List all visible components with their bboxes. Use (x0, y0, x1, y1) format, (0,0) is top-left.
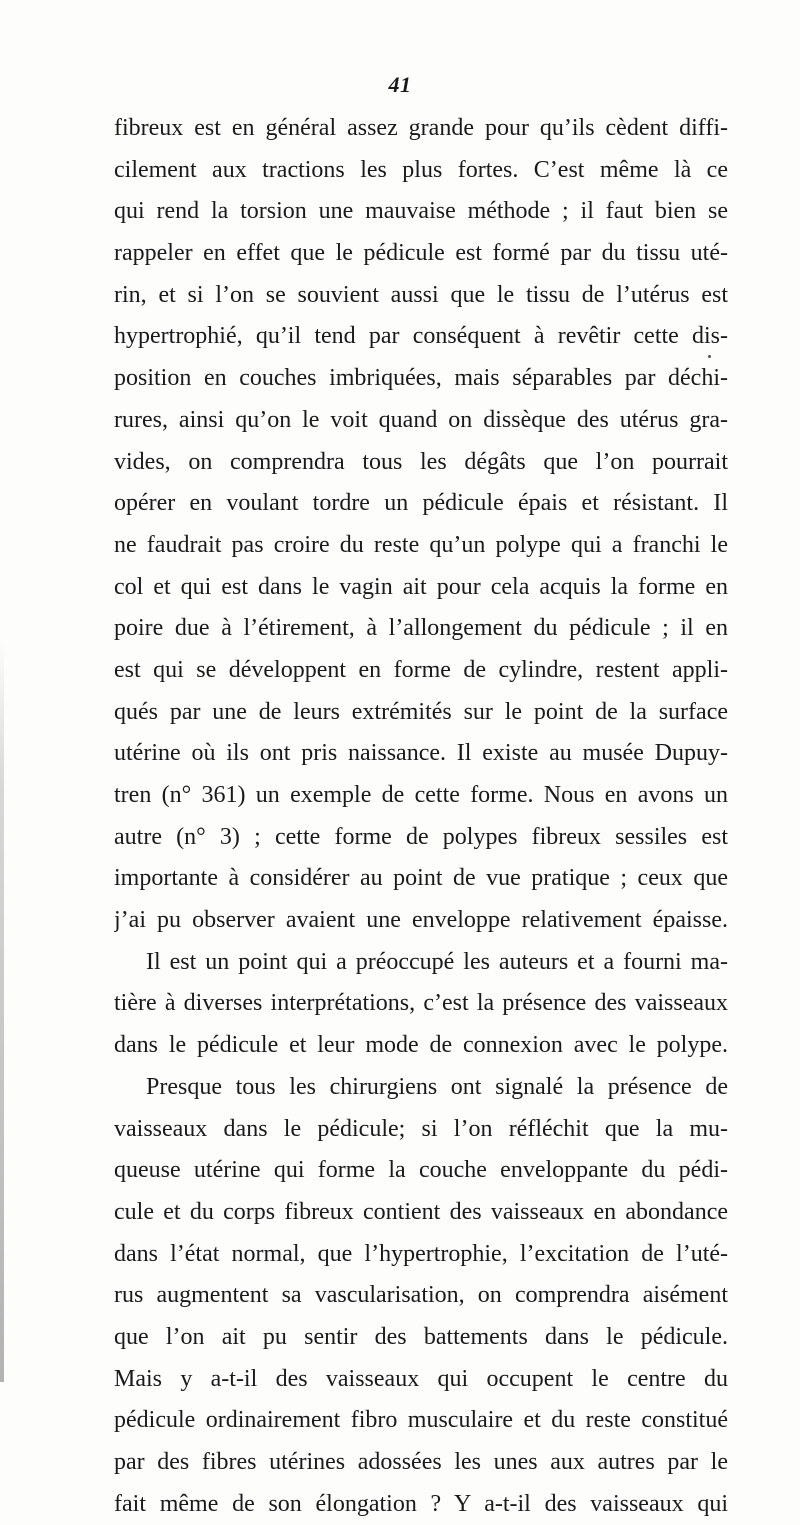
text-line: col et qui est dans le vagin ait pour cela acquis la forme en (114, 573, 728, 600)
text-line: pédicule ordinairement fibro musculaire et du reste constitué (114, 1407, 728, 1434)
text-line: vaisseaux dans le pédicule; si l’on réfléchit que la mu- (114, 1115, 728, 1142)
text-line: fait même de son élongation ? Y a-t-il des vaisseaux qui (114, 1490, 728, 1517)
text-line: cilement aux tractions les plus fortes. C’est même là ce (114, 156, 728, 183)
text-line: qui rend la torsion une mauvaise méthode ; il faut bien se (114, 198, 728, 225)
text-line: rures, ainsi qu’on le voit quand on dissèque des utérus gra- (114, 406, 728, 433)
page-number: 41 (388, 72, 412, 97)
body-text (114, 108, 728, 1525)
text-line: vides, on comprendra tous les dégâts que l’on pourrait (114, 448, 728, 475)
text-line: hypertrophié, qu’il tend par conséquent à revêtir cette dis- (114, 323, 728, 350)
text-line: Presque tous les chirurgiens ont signalé la présence de (146, 1073, 728, 1100)
text-line: queuse utérine qui forme la couche enveloppante du pédi- (114, 1157, 728, 1184)
page-edge-shadow (0, 640, 4, 1382)
text-line: cule et du corps fibreux contient des vaisseaux en abondance (114, 1198, 728, 1225)
text-line: tière à diverses interprétations, c’est la présence des vaisseaux (114, 990, 728, 1017)
text-line: fibreux est en général assez grande pour qu’ils cèdent diffi- (114, 115, 728, 141)
text-line: Mais y a-t-il des vaisseaux qui occupent le centre du (114, 1365, 728, 1392)
text-line: est qui se développent en forme de cylindre, restent appli- (114, 656, 728, 683)
ink-speck (708, 355, 711, 358)
text-line: autre (n° 3) ; cette forme de polypes fibreux sessiles est (114, 823, 728, 850)
text-line: importante à considérer au point de vue pratique ; ceux que (114, 865, 728, 892)
text-line: rus augmentent sa vascularisation, on comprendra aisément (114, 1282, 728, 1309)
text-line: position en couches imbriquées, mais séparables par déchi- (114, 365, 728, 392)
text-line: j’ai pu observer avaient une enveloppe relativement épaisse. (114, 907, 728, 934)
text-line: que l’on ait pu sentir des battements dans le pédicule. (114, 1323, 728, 1350)
text-line: dans l’état normal, que l’hypertrophie, l’excitation de l’uté- (114, 1240, 728, 1267)
text-line: dans le pédicule et leur mode de connexion avec le polype. (114, 1032, 728, 1059)
text-line: poire due à l’étirement, à l’allongement du pédicule ; il en (114, 615, 728, 642)
text-line: ne faudrait pas croire du reste qu’un polype qui a franchi le (114, 531, 728, 558)
text-line: utérine où ils ont pris naissance. Il existe au musée Dupuy- (114, 740, 728, 767)
text-line: par des fibres utérines adossées les unes aux autres par le (114, 1449, 728, 1475)
text-line: tren (n° 361) un exemple de cette forme. Nous en avons un (114, 782, 728, 808)
text-line: opérer en voulant tordre un pédicule épais et résistant. Il (114, 490, 728, 517)
text-line: rappeler en effet que le pédicule est formé par du tissu uté- (114, 240, 728, 267)
text-line: qués par une de leurs extrémités sur le point de la surface (114, 698, 728, 725)
text-line: rin, et si l’on se souvient aussi que le tissu de l’utérus est (114, 281, 728, 308)
text-line: Il est un point qui a préoccupé les auteurs et a fourni ma- (146, 948, 728, 975)
